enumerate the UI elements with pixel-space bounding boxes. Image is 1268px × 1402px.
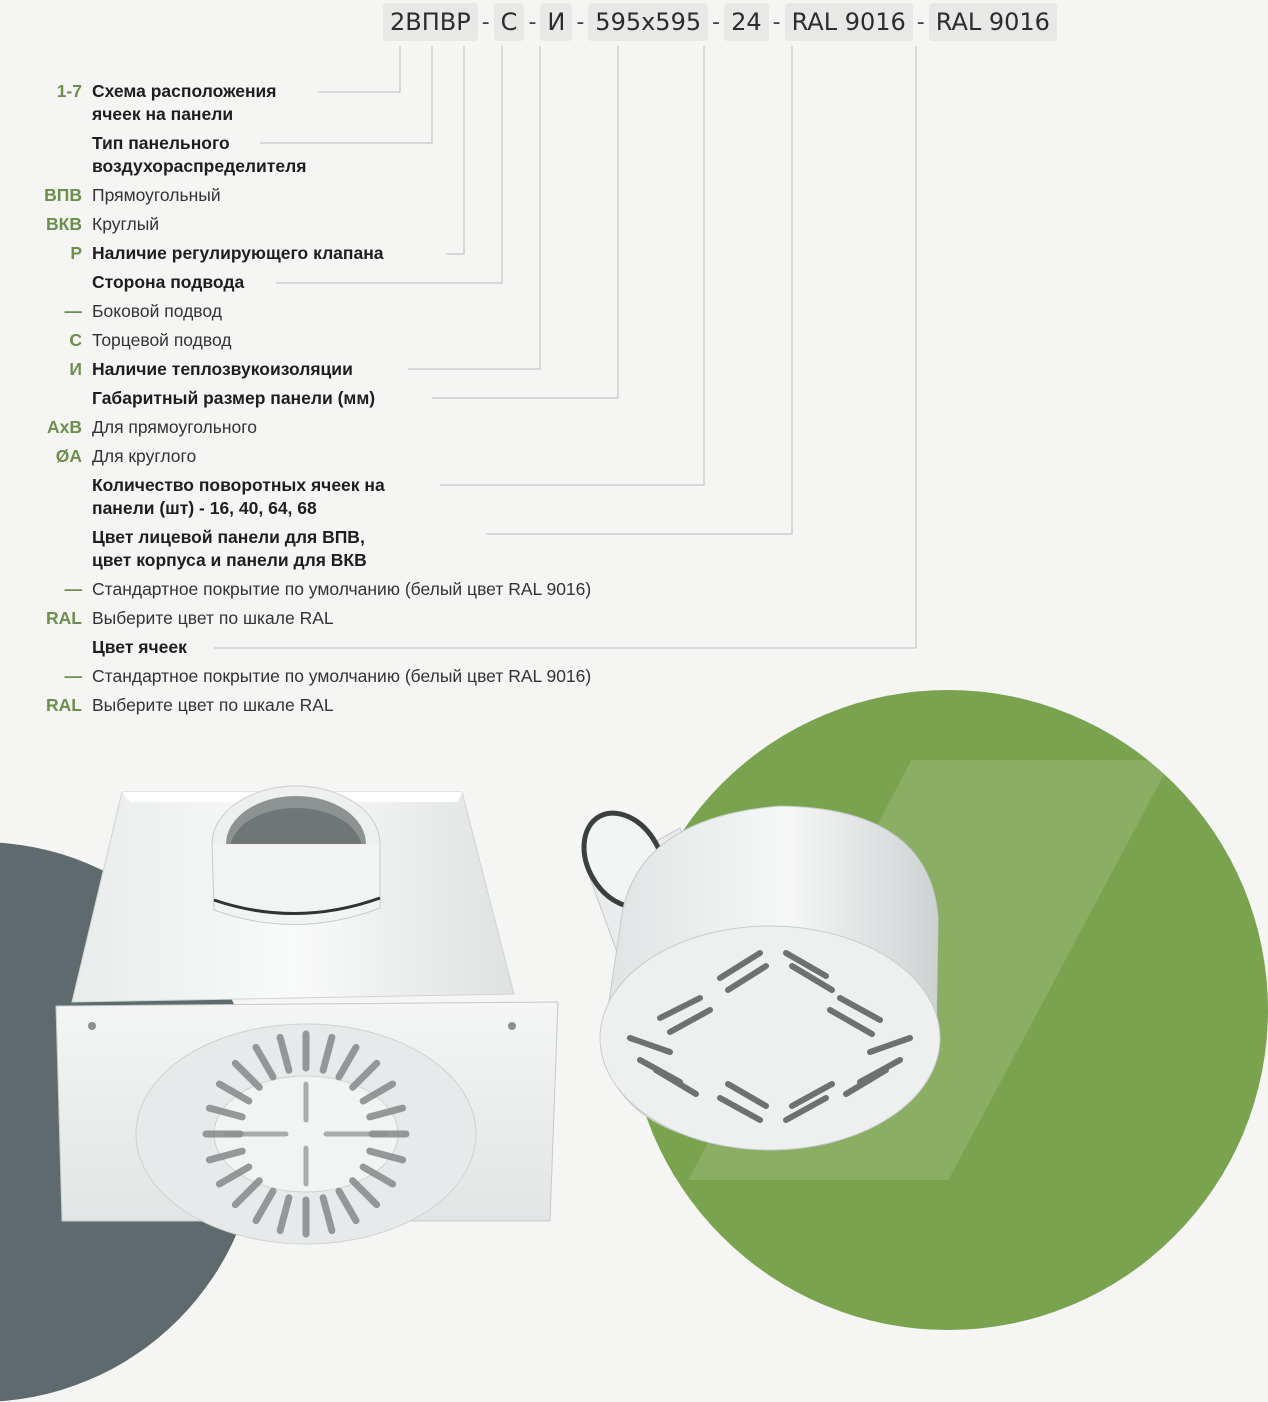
code-separator: -: [916, 9, 925, 35]
legend-text: Боковой подвод: [92, 301, 222, 321]
legend-row: [0, 358, 760, 381]
legend-key: И: [69, 359, 82, 379]
legend-row: [0, 387, 760, 410]
legend-text: Торцевой подвод: [92, 330, 232, 350]
legend-text: Габаритный размер панели (мм): [92, 388, 376, 408]
code-separator: -: [528, 9, 537, 35]
legend-key: Р: [70, 243, 82, 263]
legend-row: [0, 416, 760, 439]
legend-text: Сторона подвода: [92, 272, 245, 292]
legend-row: [0, 607, 760, 630]
legend-row: [0, 103, 760, 126]
legend-key: АхВ: [46, 417, 82, 437]
legend-row: [0, 445, 760, 468]
legend-row: [0, 526, 760, 549]
legend-row: [0, 578, 760, 601]
legend-key: RAL: [46, 695, 82, 715]
legend-row: [0, 271, 760, 294]
legend-row: [0, 132, 760, 155]
legend-text: Количество поворотных ячеек на: [92, 475, 385, 495]
code-separator: -: [481, 9, 490, 35]
legend-text: воздухораспределителя: [92, 156, 307, 176]
code-segment-side: С: [494, 3, 525, 41]
legend-row: [0, 329, 760, 352]
code-segment-cells: 24: [724, 3, 769, 41]
legend-row: [0, 474, 760, 497]
legend-key: ВКВ: [46, 214, 82, 234]
legend-text: Цвет лицевой панели для ВПВ,: [92, 527, 365, 547]
legend-row: [0, 300, 760, 323]
legend-text: ячеек на панели: [92, 104, 234, 124]
legend-text: Прямоугольный: [92, 185, 221, 205]
code-segment-panel-color: RAL 9016: [785, 3, 913, 41]
legend-key: RAL: [46, 608, 82, 628]
legend-row: [0, 665, 760, 688]
legend-text: панели (шт) - 16, 40, 64, 68: [92, 498, 317, 518]
legend-text: Для круглого: [92, 446, 197, 466]
legend-text: Стандартное покрытие по умолчанию (белый цвет RAL 9016): [92, 579, 592, 599]
legend-row: [0, 694, 760, 717]
code-separator: -: [712, 9, 721, 35]
legend-row: [0, 549, 760, 572]
legend-text: Стандартное покрытие по умолчанию (белый цвет RAL 9016): [92, 666, 592, 686]
code-segment-insulation: И: [540, 3, 572, 41]
square-diffuser-image: [50, 780, 570, 1221]
legend-text: Выберите цвет по шкале RAL: [92, 608, 334, 628]
legend-row: [0, 213, 760, 236]
legend-key: —: [64, 301, 82, 321]
legend-row: [0, 242, 760, 265]
legend-row: [0, 636, 760, 659]
legend-key: 1-7: [56, 81, 82, 101]
code-segment-series: 2ВПВР: [383, 3, 478, 41]
legend-key: С: [69, 330, 82, 350]
round-diffuser-image: [560, 798, 950, 1158]
legend-key: ØА: [55, 446, 82, 466]
legend-key: ВПВ: [44, 185, 82, 205]
product-code: [383, 3, 1057, 41]
legend-row: [0, 80, 760, 103]
legend-row: [0, 155, 760, 178]
legend-row: [0, 497, 760, 520]
legend-row: [0, 184, 760, 207]
legend-text: Выберите цвет по шкале RAL: [92, 695, 334, 715]
code-segment-cell-color: RAL 9016: [929, 3, 1057, 41]
legend-text: цвет корпуса и панели для ВКВ: [92, 550, 367, 570]
code-separator: -: [576, 9, 585, 35]
legend-text: Тип панельного: [92, 133, 230, 153]
legend-text: Наличие теплозвукоизоляции: [92, 359, 353, 379]
legend-text: Схема расположения: [92, 81, 277, 101]
legend-key: —: [64, 666, 82, 686]
legend-text: Наличие регулирующего клапана: [92, 243, 384, 263]
code-separator: -: [772, 9, 781, 35]
legend-text: Круглый: [92, 214, 160, 234]
code-segment-size: 595x595: [588, 3, 708, 41]
legend-key: —: [64, 579, 82, 599]
legend-text: Для прямоугольного: [92, 417, 258, 437]
legend-text: Цвет ячеек: [92, 637, 187, 657]
